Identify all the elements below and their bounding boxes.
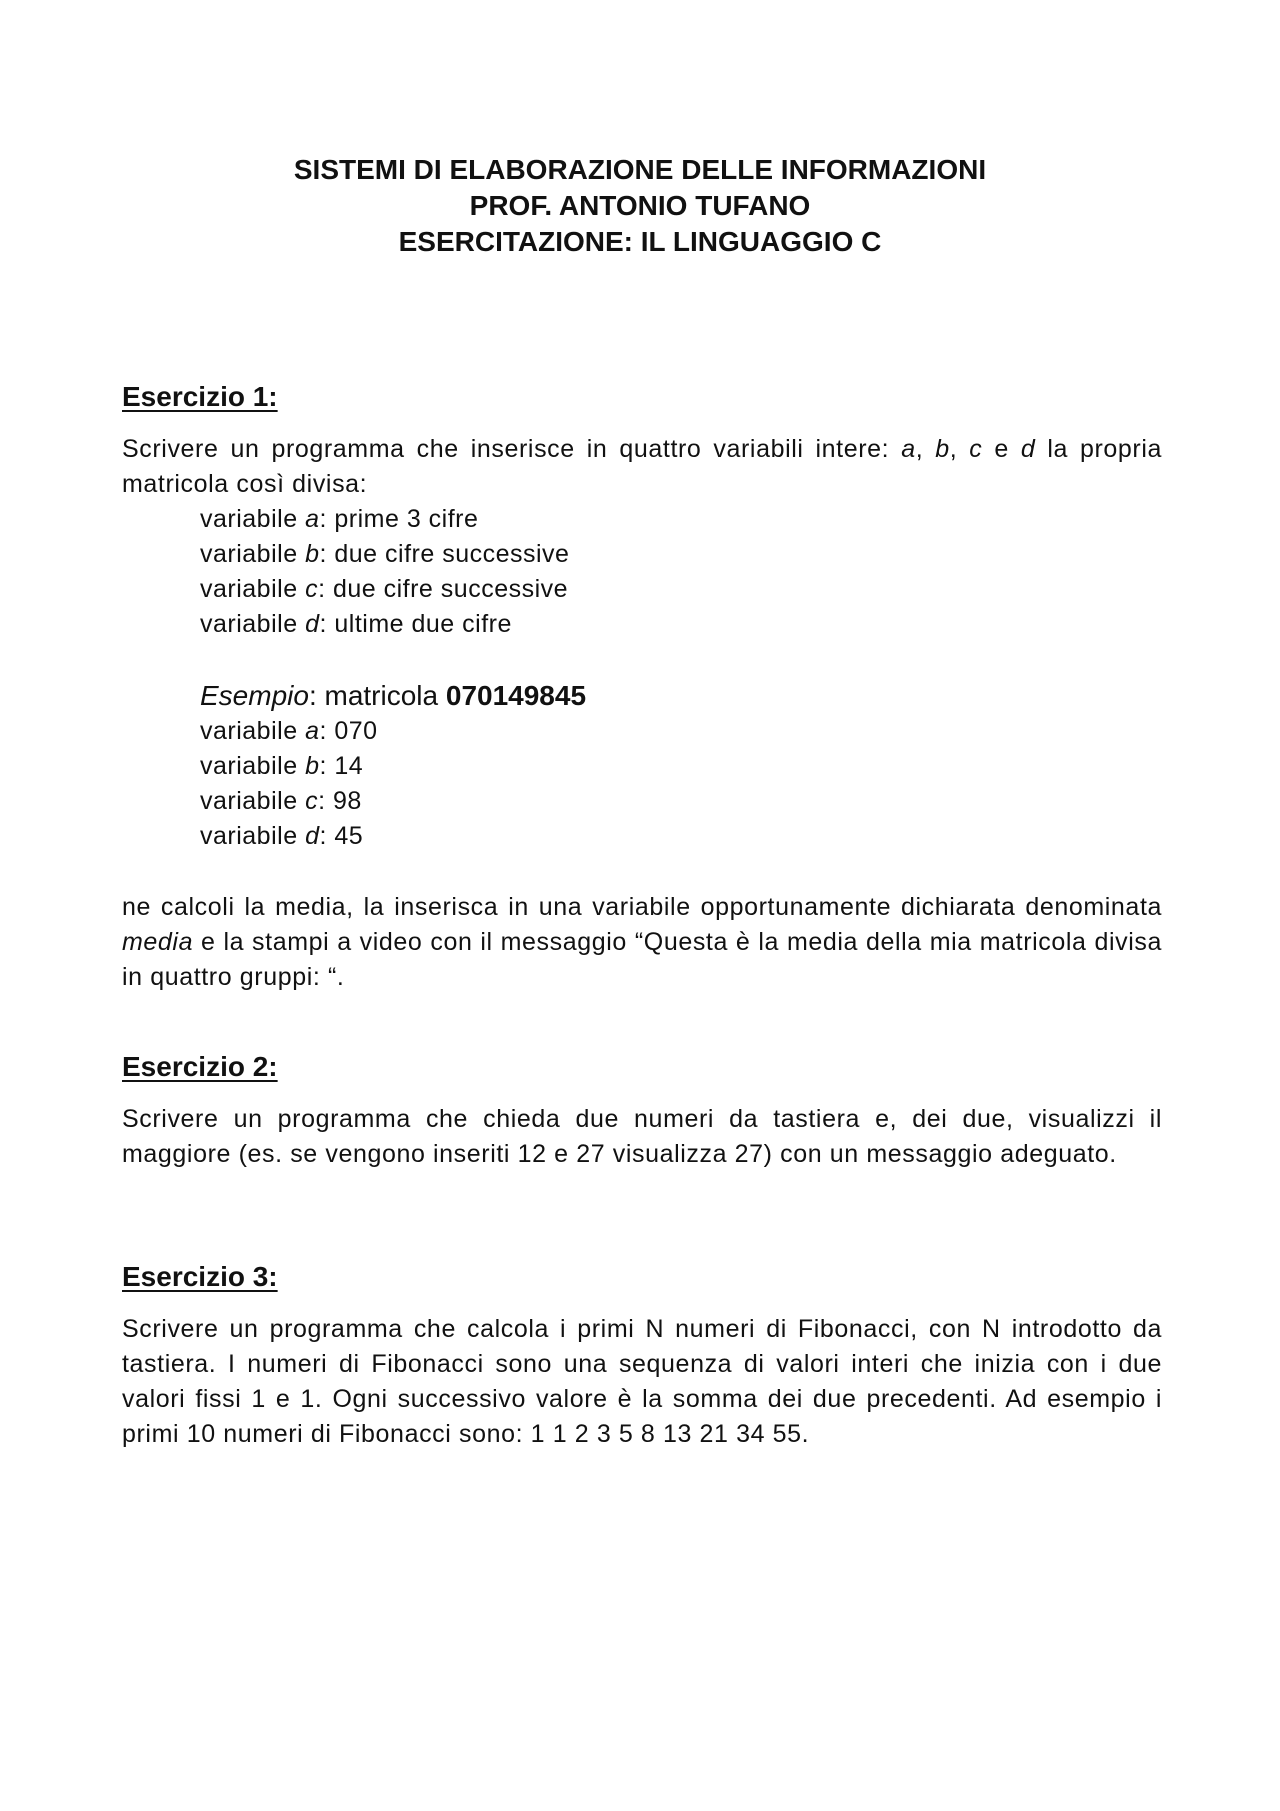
exercise-1-outro: ne calcoli la media, la inserisca in una variabile opportunamente dichiarata denominata media e la stampi a video con il messaggio “Questa è la media della mia matricola divisa in quattro gruppi: “. bbox=[122, 893, 1162, 991]
header-assignment: ESERCITAZIONE: IL LINGUAGGIO C bbox=[398, 226, 882, 257]
list-item: variabile d: ultime due cifre bbox=[200, 610, 512, 638]
variable-split-list bbox=[200, 502, 569, 642]
document-header bbox=[0, 152, 1280, 260]
list-item: variabile d: 45 bbox=[200, 822, 364, 850]
exercise-2-title: Esercizio 2: bbox=[122, 1051, 278, 1082]
exercise-1-title: Esercizio 1: bbox=[122, 381, 278, 412]
exercise-3-text: Scrivere un programma che calcola i primi N numeri di Fibonacci, con N introdotto da tastiera. I numeri di Fibonacci sono una sequenza di valori interi che inizia con i due valori fissi 1 e 1. Ogni successivo valore è la somma dei due precedenti. Ad esempio i primi 10 numeri di Fibonacci sono: 1 1 2 3 5 8 13 21 34 55. bbox=[122, 1315, 1162, 1448]
list-item: variabile a: 070 bbox=[200, 717, 378, 745]
example-heading: Esempio: matricola 070149845 bbox=[200, 680, 587, 711]
header-professor: PROF. ANTONIO TUFANO bbox=[469, 190, 811, 221]
list-item: variabile c: due cifre successive bbox=[200, 575, 569, 603]
list-item: variabile a: prime 3 cifre bbox=[200, 505, 479, 533]
list-item: variabile c: 98 bbox=[200, 787, 362, 815]
exercise-3-title: Esercizio 3: bbox=[122, 1261, 278, 1292]
exercise-1-intro: Scrivere un programma che inserisce in quattro variabili intere: a, b, c e d la propria matricola così divisa: bbox=[122, 435, 1163, 498]
header-course: SISTEMI DI ELABORAZIONE DELLE INFORMAZIONI bbox=[293, 154, 987, 185]
exercise-2-text: Scrivere un programma che chieda due numeri da tastiera e, dei due, visualizzi il maggiore (es. se vengono inseriti 12 e 27 visualizza 27) con un messaggio adeguato. bbox=[122, 1105, 1162, 1168]
example-values-list bbox=[200, 714, 378, 854]
list-item: variabile b: 14 bbox=[200, 752, 364, 780]
list-item: variabile b: due cifre successive bbox=[200, 540, 570, 568]
